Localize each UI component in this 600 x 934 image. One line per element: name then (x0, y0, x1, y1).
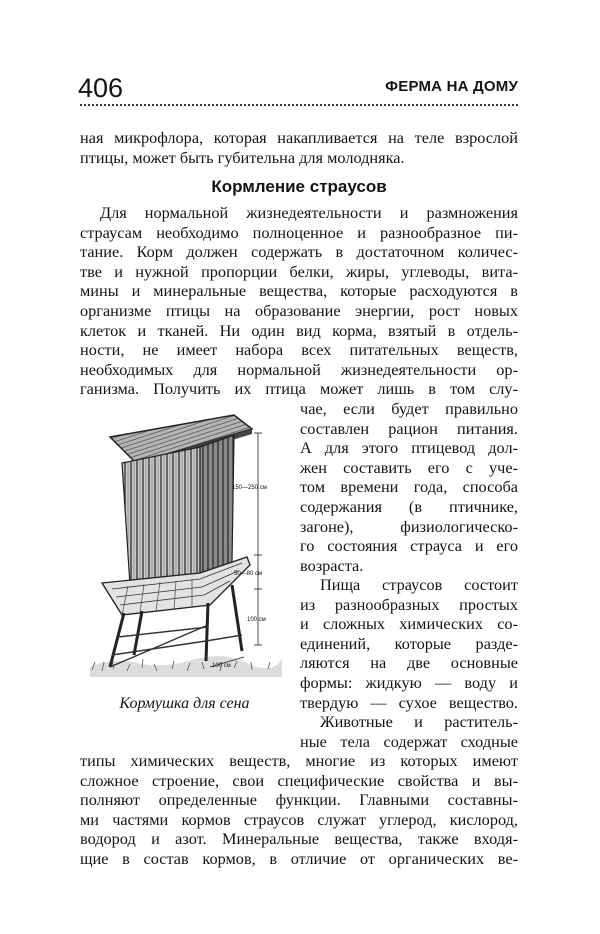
section-title: Кормление страусов (211, 177, 387, 196)
text-line: тве и нужной пропорции белки, жиры, углеводы, вита- (80, 261, 518, 281)
running-title: ФЕРМА НА ДОМУ (385, 78, 518, 95)
text-line: щие в состав кормов, в отличие от органических ве- (80, 848, 518, 868)
text-line: формы: жидкую — воду и (300, 672, 518, 692)
ground-grass (90, 656, 282, 677)
text-line: твердую — сухое вещество. (300, 692, 518, 712)
body-paragraph-1 (80, 203, 518, 399)
text-line: сложное строение, свои специфические свойства и вы- (80, 770, 518, 790)
text-line: Животные и раститель- (320, 712, 518, 732)
dimension-label-trough: 50—80 см (234, 571, 263, 577)
text-line: клеток и тканей. Ни один вид корма, взятый в отдель- (80, 320, 518, 340)
text-line: из разнообразных простых (300, 594, 518, 614)
text-line: организме птицы на образование энергии, рост новых (80, 300, 518, 320)
feeder-front-wall (122, 447, 200, 585)
text-line: содержания (в птичнике, (300, 496, 518, 516)
text-line: го состояния страуса и его (300, 536, 518, 556)
intro-paragraph (80, 128, 518, 167)
text-line: А для этого птицевод дол- (300, 438, 518, 458)
text-line: чае, если будет правильно (300, 399, 518, 418)
text-line: Для нормальной жизнедеятельности и размножения (100, 203, 518, 222)
text-line: птицы, может быть губительна для молодняка. (80, 147, 405, 167)
text-line: страусам необходимо полноценное и разнообразное пи- (80, 222, 518, 242)
text-line: полняют определенные функции. Главными составны- (80, 790, 518, 810)
body-paragraph-bottom (80, 751, 518, 869)
page-number: 406 (78, 73, 124, 103)
text-line: ляются на две основные (300, 653, 518, 673)
dimension-label-base: 100 см (212, 663, 231, 669)
text-line: загоне), физиологическо- (300, 516, 518, 536)
right-column-text-1 (300, 399, 518, 575)
text-line: ганизма. Получить их птица может лишь в том слу- (80, 379, 518, 399)
text-line: ми частями кормов страусов служат углерод, кислород, (80, 809, 518, 829)
header-rule (80, 104, 518, 106)
hay-feeder-illustration (82, 405, 287, 680)
text-line: типы химических веществ, многие из которых имеют (80, 751, 518, 770)
text-line: ная микрофлора, которая накапливается на теле взрослой (80, 128, 518, 147)
right-column-text-2 (300, 575, 518, 751)
figure-caption: Кормушка для сена (119, 695, 250, 712)
text-line: ные тела содержат сходные (300, 731, 518, 751)
text-line: водород и азот. Минеральные вещества, также входя- (80, 829, 518, 849)
text-line: Пища страусов состоит (320, 575, 518, 594)
text-line: составлен рацион питания. (300, 418, 518, 438)
text-line: необходимых для нормальной жизнедеятельности ор- (80, 359, 518, 379)
text-line: том времени года, способа (300, 477, 518, 497)
text-line: и сложных химических со- (300, 614, 518, 634)
text-line: ности, не имеет набора всех питательных веществ, (80, 340, 518, 360)
text-line: жен составить его с уче- (300, 457, 518, 477)
dimension-label-height: 150—250 см (232, 485, 267, 491)
text-line: тание. Корм должен содержать в достаточном количес- (80, 242, 518, 262)
dimension-label-leg: 100 см (247, 617, 266, 623)
hay-feeder-figure (82, 405, 287, 680)
text-line: возраста. (300, 555, 364, 575)
text-line: мины и минеральные вещества, которые расходуются в (80, 281, 518, 301)
feeder-side-wall (200, 435, 234, 575)
text-line: единений, которые разде- (300, 633, 518, 653)
page-header (78, 72, 518, 104)
